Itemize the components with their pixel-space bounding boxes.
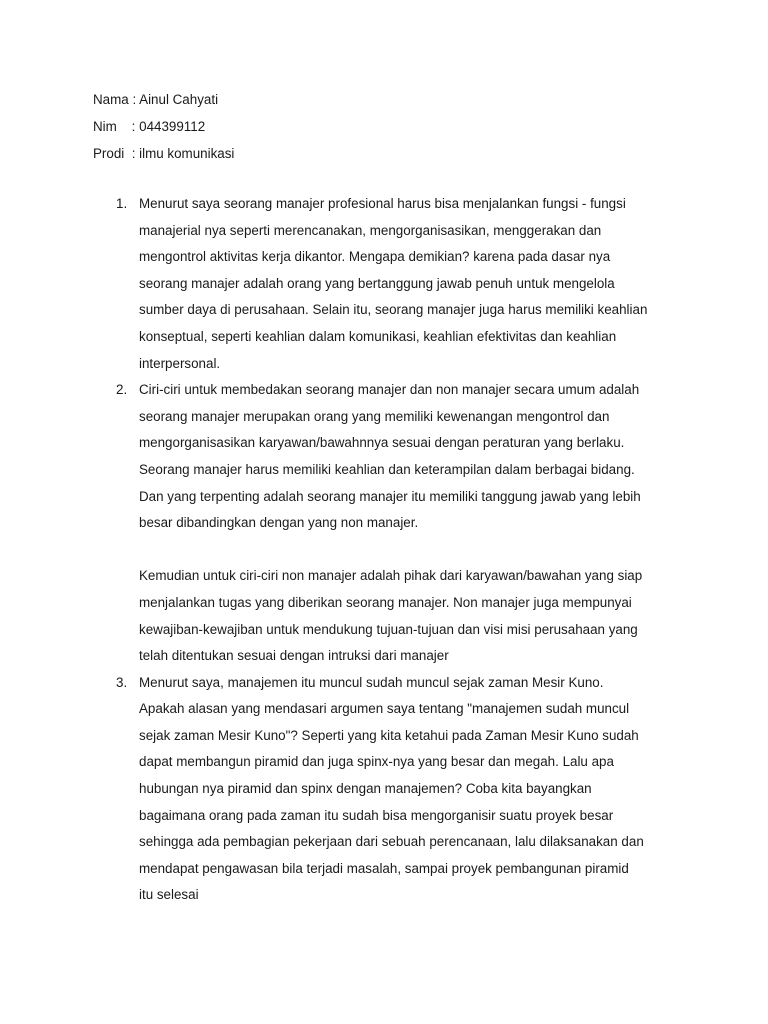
answer-item-1 bbox=[93, 191, 693, 377]
answer-number: 3. bbox=[116, 674, 128, 690]
answer-line: seorang manajer adalah orang yang bertanggung jawab penuh untuk mengelola bbox=[139, 275, 615, 291]
answer-line: sejak zaman Mesir Kuno"? Seperti yang kita ketahui pada Zaman Mesir Kuno sudah bbox=[139, 727, 639, 743]
answer-line: bagaimana orang pada zaman itu sudah bisa mengorganisir suatu proyek besar bbox=[139, 807, 614, 823]
paragraph-gap bbox=[139, 537, 693, 564]
answer-item-2 bbox=[93, 377, 693, 670]
answer-number: 2. bbox=[116, 382, 128, 398]
answer-line: menjalankan tugas yang diberikan seorang manajer. Non manajer juga mempunyai bbox=[139, 594, 632, 610]
student-info bbox=[93, 86, 653, 167]
answer-line: interpersonal. bbox=[139, 355, 221, 371]
answer-line: seorang manajer merupakan orang yang memiliki kewenangan mengontrol dan bbox=[139, 408, 610, 424]
answer-list bbox=[93, 191, 693, 909]
answer-line: Menurut saya seorang manajer profesional harus bisa menjalankan fungsi - fungsi bbox=[139, 196, 626, 211]
answer-line: Ciri-ciri untuk membedakan seorang manajer dan non manajer secara umum adalah bbox=[139, 382, 640, 398]
answer-line: besar dibandingkan dengan yang non manajer. bbox=[139, 515, 419, 531]
student-name: Nama : Ainul Cahyati bbox=[93, 92, 219, 107]
answer-number: 1. bbox=[116, 196, 128, 211]
answer-line: manajerial nya seperti merencanakan, mengorganisasikan, menggerakan dan bbox=[139, 222, 602, 238]
student-nim: Nim : 044399112 bbox=[93, 119, 206, 134]
answer-line: kewajiban-kewajiban untuk mendukung tujuan-tujuan dan visi misi perusahaan yang bbox=[139, 621, 638, 637]
answer-line: mendapat pengawasan bila terjadi masalah, sampai proyek pembangunan piramid bbox=[139, 860, 629, 876]
answer-line: hubungan nya piramid dan spinx dengan manajemen? Coba kita bayangkan bbox=[139, 781, 592, 797]
answer-line: telah ditentukan sesuai dengan intruksi dari manajer bbox=[139, 648, 449, 664]
answer-line: mengontrol aktivitas kerja dikantor. Mengapa demikian? karena pada dasar nya bbox=[139, 249, 611, 265]
answer-line: mengorganisasikan karyawan/bawahnnya sesuai dengan peraturan yang berlaku. bbox=[139, 435, 625, 451]
answer-line: sumber daya di perusahaan. Selain itu, seorang manajer juga harus memiliki keahlian bbox=[139, 302, 648, 318]
answer-line: Menurut saya, manajemen itu muncul sudah muncul sejak zaman Mesir Kuno. bbox=[139, 674, 604, 690]
answer-line: konseptual, seperti keahlian dalam komunikasi, keahlian efektivitas dan keahlian bbox=[139, 328, 617, 344]
answer-line: sehingga ada pembagian pekerjaan dari sebuah perencanaan, lalu dilaksanakan dan bbox=[139, 834, 644, 850]
answer-item-3 bbox=[93, 670, 693, 909]
answer-line: dapat membangun piramid dan juga spinx-nya yang besar dan megah. Lalu apa bbox=[139, 754, 614, 770]
answer-line: Apakah alasan yang mendasari argumen saya tentang "manajemen sudah muncul bbox=[139, 701, 630, 717]
student-program: Prodi : ilmu komunikasi bbox=[93, 146, 235, 161]
answer-line: Dan yang terpenting adalah seorang manajer itu memiliki tanggung jawab yang lebih bbox=[139, 488, 641, 504]
answer-line: Seorang manajer harus memiliki keahlian dan keterampilan dalam berbagai bidang. bbox=[139, 461, 635, 477]
answer-line: Kemudian untuk ciri-ciri non manajer adalah pihak dari karyawan/bawahan yang siap bbox=[139, 568, 643, 584]
answer-line: itu selesai bbox=[139, 887, 199, 903]
